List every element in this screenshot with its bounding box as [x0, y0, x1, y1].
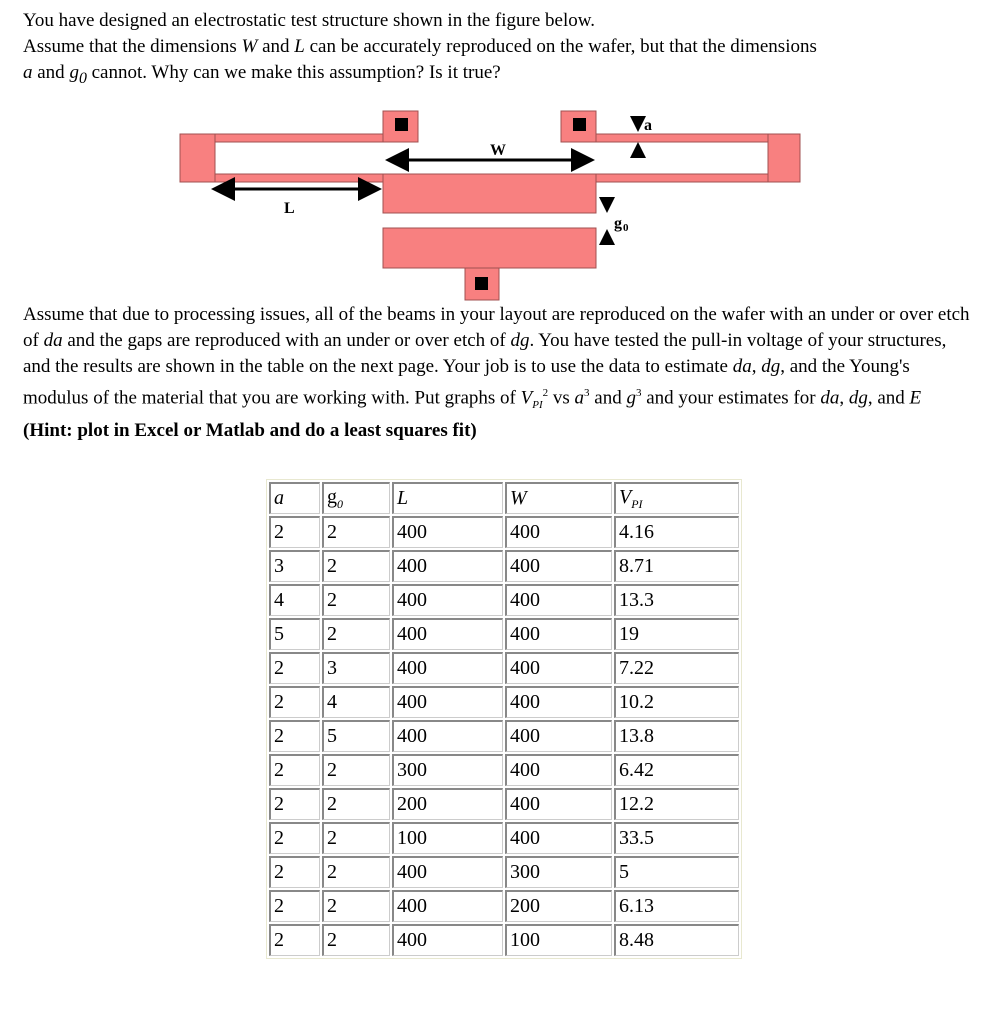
table-row — [269, 788, 739, 820]
table-cell: 4.16 — [614, 516, 739, 548]
table-cell: 2 — [322, 856, 390, 888]
column-header — [322, 482, 390, 514]
table-cell: 5 — [614, 856, 739, 888]
table-cell: 13.3 — [614, 584, 739, 616]
table-cell: 5 — [322, 720, 390, 752]
table-cell: 400 — [392, 584, 503, 616]
table-cell: 19 — [614, 618, 739, 650]
table-cell: 3 — [322, 652, 390, 684]
table-row — [269, 686, 739, 718]
t: a — [23, 62, 33, 83]
table-cell: 2 — [269, 720, 320, 752]
table-cell: 12.2 — [614, 788, 739, 820]
pull-in-data-table — [266, 479, 742, 959]
table-cell: 7.22 — [614, 652, 739, 684]
table-cell: 400 — [392, 652, 503, 684]
t: can be accurately reproduced on the wafer, but that the dimensions — [304, 36, 817, 57]
fixed-electrode — [383, 228, 596, 268]
table-cell: 2 — [322, 584, 390, 616]
table-cell: 6.42 — [614, 754, 739, 786]
t: Assume that due to processing issues, all of the beams in your layout are reproduced on the wafer with an under or over etch of — [23, 304, 970, 351]
a-label: a — [644, 117, 652, 134]
table-row — [269, 516, 739, 548]
table-cell: 400 — [505, 516, 612, 548]
table-cell: 2 — [322, 822, 390, 854]
table-cell: 2 — [269, 924, 320, 956]
table-cell: 400 — [392, 516, 503, 548]
t: and the gaps are reproduced with an under or over etch of — [62, 330, 511, 351]
table-cell: 2 — [322, 890, 390, 922]
t: cannot. Why can we make this assumption? Is it true? — [86, 62, 501, 83]
t: , and the Young's modulus of the material that you are working with. Put graphs of — [23, 356, 910, 409]
t: L — [294, 36, 305, 57]
w-label: W — [490, 142, 506, 159]
table-row — [269, 856, 739, 888]
table-cell: 5 — [269, 618, 320, 650]
table-cell: 400 — [505, 754, 612, 786]
table-cell: 400 — [392, 618, 503, 650]
table-cell: 400 — [392, 924, 503, 956]
t: and — [589, 387, 627, 409]
header-text: V — [619, 485, 632, 508]
table-cell: 2 — [269, 516, 320, 548]
column-header — [505, 482, 612, 514]
t: dg — [510, 330, 530, 351]
g0-sub: 0 — [623, 222, 629, 234]
t: , — [751, 356, 762, 377]
test-structure-figure — [0, 0, 996, 310]
table-row — [269, 822, 739, 854]
table-cell: 2 — [269, 856, 320, 888]
table-cell: 200 — [505, 890, 612, 922]
table-cell: 400 — [392, 686, 503, 718]
table-cell: 100 — [392, 822, 503, 854]
l-label: L — [284, 200, 295, 217]
table-row — [269, 924, 739, 956]
table-cell: 300 — [392, 754, 503, 786]
table-cell: 2 — [322, 516, 390, 548]
table-cell: 4 — [322, 686, 390, 718]
g0-label: g — [614, 215, 622, 232]
header-text: L — [397, 487, 409, 509]
hint: (Hint: plot in Excel or Matlab and do a least squares fit) — [23, 420, 477, 442]
table-cell: 3 — [269, 550, 320, 582]
column-header — [614, 482, 739, 514]
t: and your estimates for — [641, 387, 821, 409]
table-cell: 400 — [392, 856, 503, 888]
table-cell: 400 — [392, 720, 503, 752]
t: Assume that the dimensions — [23, 36, 242, 57]
movable-plate — [383, 174, 596, 213]
t: dg — [848, 387, 868, 409]
table-cell: 13.8 — [614, 720, 739, 752]
t: 3 — [584, 387, 590, 399]
table-cell: 300 — [505, 856, 612, 888]
table-cell: 400 — [392, 550, 503, 582]
left-anchor — [180, 134, 215, 182]
table-cell: 33.5 — [614, 822, 739, 854]
table-cell: 2 — [269, 890, 320, 922]
table-cell: 400 — [505, 788, 612, 820]
table-cell: 2 — [269, 652, 320, 684]
table-cell: 100 — [505, 924, 612, 956]
table-cell: 8.71 — [614, 550, 739, 582]
table-cell: 400 — [392, 890, 503, 922]
table-cell: 200 — [392, 788, 503, 820]
t: a — [574, 387, 585, 409]
table-cell: 400 — [505, 618, 612, 650]
table-row — [269, 618, 739, 650]
header-sub: PI — [631, 496, 643, 511]
t: 3 — [635, 387, 642, 399]
t: g — [69, 62, 79, 83]
table-cell: 2 — [322, 754, 390, 786]
t: W — [241, 36, 258, 57]
beam — [596, 134, 768, 142]
t: and — [32, 62, 70, 83]
table-cell: 400 — [505, 822, 612, 854]
table-cell: 400 — [505, 686, 612, 718]
t: . You have tested the pull-in voltage of your structures, and the results are shown in the table on the next page. Your job is to use the data to estimate — [23, 330, 947, 377]
table-row — [269, 584, 739, 616]
table-cell: 2 — [269, 788, 320, 820]
t: 2 — [542, 387, 549, 399]
table-cell: 6.13 — [614, 890, 739, 922]
table-cell: 2 — [269, 822, 320, 854]
intro-line: You have designed an electrostatic test structure shown in the figure below. — [23, 10, 595, 31]
right-anchor — [768, 134, 800, 182]
table-cell: 8.48 — [614, 924, 739, 956]
t: da — [43, 330, 63, 351]
t: da — [732, 356, 752, 377]
t: , and — [867, 387, 910, 409]
beam — [215, 134, 383, 142]
t: da — [820, 387, 840, 409]
t: E — [909, 387, 922, 409]
column-header — [269, 482, 320, 514]
table-cell: 2 — [322, 618, 390, 650]
problem-body — [23, 302, 973, 444]
table-cell: 2 — [322, 924, 390, 956]
beam — [215, 174, 383, 182]
table-cell: 4 — [269, 584, 320, 616]
header-text: W — [510, 487, 527, 509]
header-text: g — [327, 485, 337, 508]
table-row — [269, 754, 739, 786]
t: V — [520, 387, 533, 409]
table-row — [269, 720, 739, 752]
t: dg — [761, 356, 781, 377]
column-header — [392, 482, 503, 514]
table-cell: 10.2 — [614, 686, 739, 718]
t: and — [257, 36, 295, 57]
table-cell: 2 — [322, 788, 390, 820]
table-cell: 2 — [322, 550, 390, 582]
t: , — [839, 387, 849, 409]
header-text: a — [274, 487, 284, 509]
beam — [596, 174, 768, 182]
table-row — [269, 550, 739, 582]
header-sub: 0 — [337, 496, 343, 511]
table-cell: 400 — [505, 584, 612, 616]
table-cell: 400 — [505, 720, 612, 752]
table-cell: 2 — [269, 754, 320, 786]
table-cell: 400 — [505, 550, 612, 582]
t: 0 — [78, 69, 87, 87]
table-row — [269, 652, 739, 684]
table-row — [269, 890, 739, 922]
t: g — [626, 387, 636, 409]
t: PI — [532, 399, 543, 412]
table-cell: 2 — [269, 686, 320, 718]
table-cell: 400 — [505, 652, 612, 684]
t: vs — [548, 387, 575, 409]
